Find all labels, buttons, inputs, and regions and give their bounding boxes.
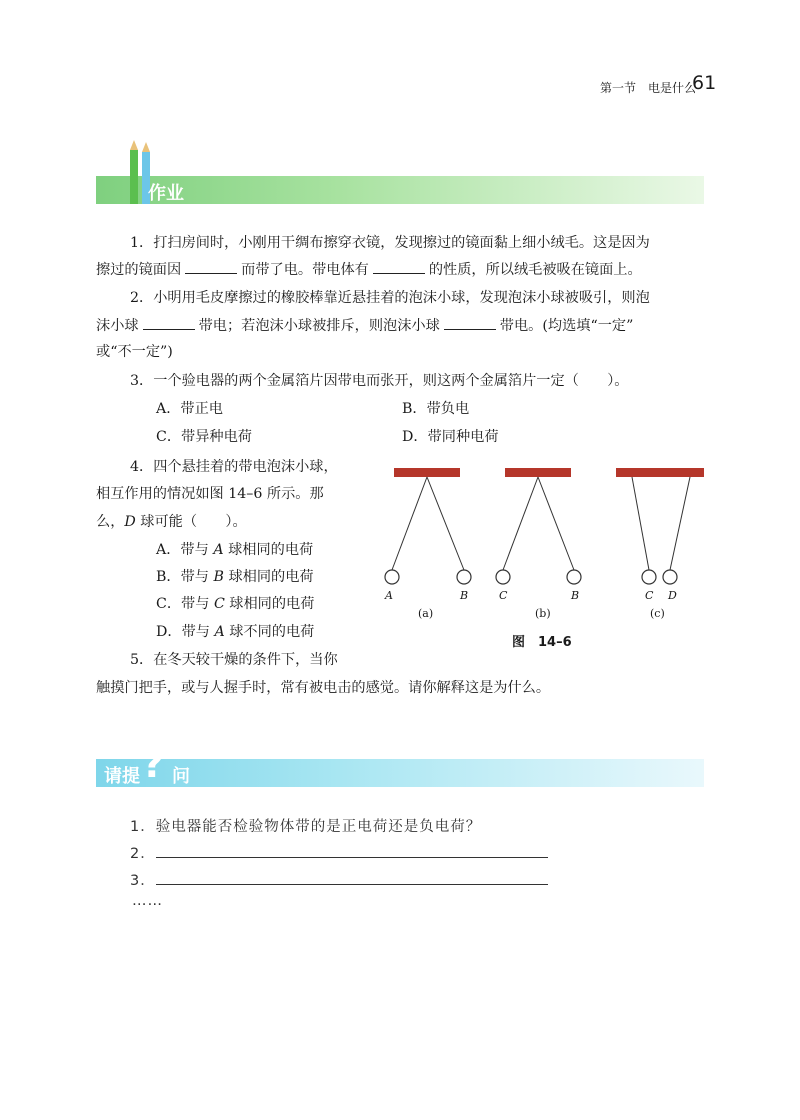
ask-blank-3[interactable]: [156, 870, 548, 885]
q2-line3: 或“不一定”): [96, 344, 173, 360]
q2-blank-2[interactable]: [444, 315, 496, 330]
homework-title: 作业: [148, 183, 184, 204]
thread-b-left: [503, 477, 538, 570]
ball-label-c2: C: [645, 589, 654, 602]
ball-b-left: [496, 570, 510, 584]
ball-label-a: A: [385, 589, 393, 602]
thread-c-right: [670, 477, 690, 570]
homework-banner: [96, 176, 704, 204]
panel-b: [496, 468, 581, 584]
q4-option-c[interactable]: C．带与 C 球相同的电荷: [156, 596, 315, 612]
ask-line2: 2．: [130, 842, 548, 863]
ball-label-c1: C: [499, 589, 508, 602]
ball-c-right: [663, 570, 677, 584]
q4-line1: 4．四个悬挂着的带电泡沫小球，: [130, 459, 338, 475]
figure-caption: 图 14–6: [512, 635, 572, 650]
section-title: 第一节 电是什么: [600, 81, 697, 95]
ball-a-left: [385, 570, 399, 584]
q2-blank-1[interactable]: [143, 315, 195, 330]
sublabel-a: (a): [418, 607, 434, 620]
ask-title-a: 请提: [104, 766, 140, 787]
thread-b-right: [538, 477, 574, 570]
rod-c: [616, 468, 704, 477]
q3-option-d[interactable]: D．带同种电荷: [402, 429, 499, 445]
ball-label-b2: B: [571, 589, 580, 602]
panel-c: [616, 468, 704, 584]
figure-14-6: [380, 462, 710, 622]
thread-c-left: [632, 477, 649, 570]
q3-option-c[interactable]: C．带异种电荷: [156, 429, 252, 445]
q2-line1: 2．小明用毛皮摩擦过的橡胶棒靠近悬挂着的泡沫小球，发现泡沫小球被吸引，则泡: [130, 290, 650, 306]
q5-line2: 触摸门把手，或与人握手时，常有被电击的感觉。请你解释这是为什么。: [96, 680, 551, 696]
q3-option-b[interactable]: B．带负电: [402, 401, 470, 417]
q4-option-d[interactable]: D．带与 A 球不同的电荷: [156, 624, 315, 640]
q1-blank-2[interactable]: [373, 259, 425, 274]
q2-line2: 沫小球 带电；若泡沫小球被排斥，则泡沫小球 带电。(均选填“一定”: [96, 315, 633, 336]
ball-a-right: [457, 570, 471, 584]
q4-option-b[interactable]: B．带与 B 球相同的电荷: [156, 569, 314, 585]
q1-blank-1[interactable]: [185, 259, 237, 274]
ask-ellipsis: ……: [132, 893, 163, 909]
thread-a-right: [427, 477, 464, 570]
ask-title-b: 问: [172, 766, 190, 787]
q3-option-a[interactable]: A．带正电: [156, 401, 223, 417]
ball-b-right: [567, 570, 581, 584]
thread-a-left: [392, 477, 427, 570]
question-mark-icon: ?: [142, 742, 165, 786]
q4-line3: 么，D 球可能（ ）。: [96, 514, 247, 530]
panel-a: [385, 468, 471, 584]
ball-label-b1: B: [460, 589, 469, 602]
q1-line2: 擦过的镜面因 而带了电。带电体有 的性质，所以绒毛被吸在镜面上。: [96, 259, 642, 280]
q5-line1: 5．在冬天较干燥的条件下，当你: [130, 652, 338, 668]
ask-blank-2[interactable]: [156, 843, 548, 858]
ball-c-left: [642, 570, 656, 584]
rod-a: [394, 468, 460, 477]
q1-line1: 1．打扫房间时，小刚用干绸布擦穿衣镜，发现擦过的镜面黏上细小绒毛。这是因为: [130, 235, 650, 251]
sublabel-b: (b): [535, 607, 551, 620]
page-number: 61: [692, 72, 717, 94]
rod-b: [505, 468, 571, 477]
ball-label-d: D: [668, 589, 677, 602]
sublabel-c: (c): [650, 607, 665, 620]
q4-line2: 相互作用的情况如图 14–6 所示。那: [96, 486, 324, 502]
ask-line1: 1．验电器能否检验物体带的是正电荷还是负电荷？: [130, 819, 482, 835]
ask-line3: 3．: [130, 869, 548, 890]
q4-option-a[interactable]: A．带与 A 球相同的电荷: [156, 542, 314, 558]
q3-stem: 3．一个验电器的两个金属箔片因带电而张开，则这两个金属箔片一定（ ）。: [130, 373, 629, 389]
